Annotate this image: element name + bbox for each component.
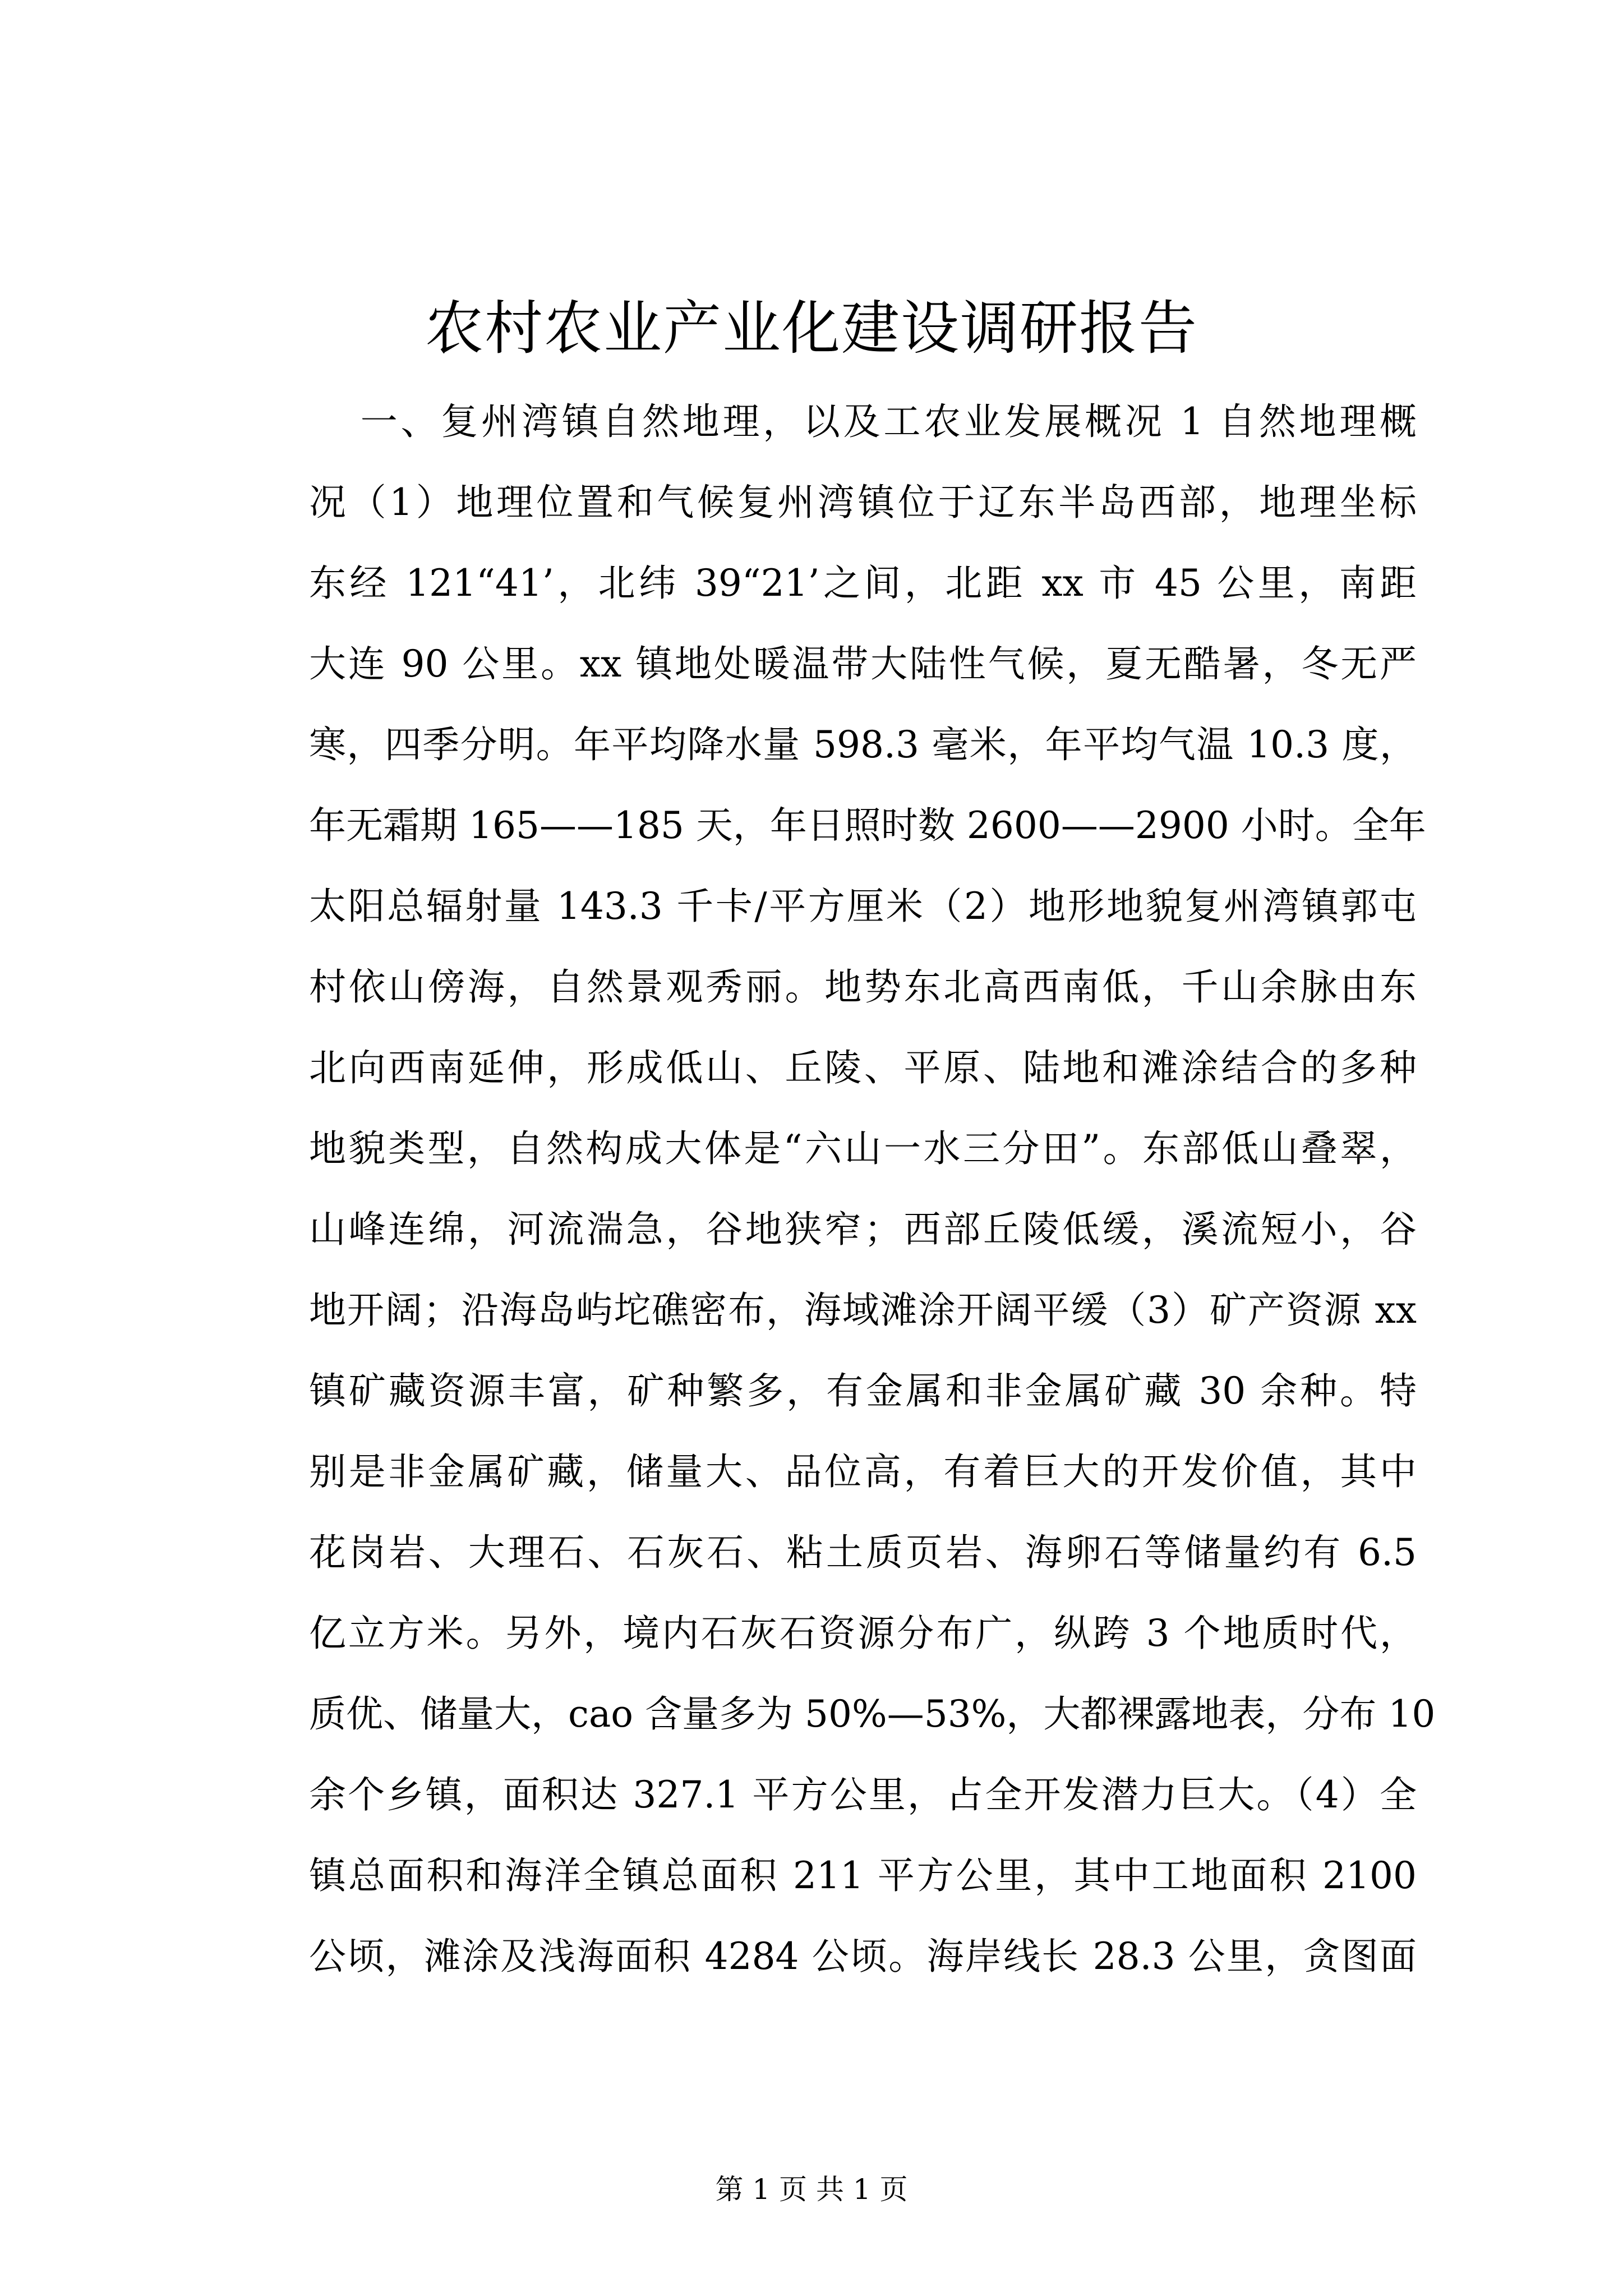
document-title: 农村农业产业化建设调研报告 [425,294,1198,362]
body-line: 况（1）地理位置和气候复州湾镇位于辽东半岛西部，地理坐标 [309,481,1417,524]
page-number-footer: 第 1 页 共 1 页 [715,2173,908,2206]
body-line: 地开阔；沿海岛屿坨礁密布，海域滩涂开阔平缓（3）矿产资源 xx [309,1289,1417,1332]
body-line: 亿立方米。另外，境内石灰石资源分布广，纵跨 3 个地质时代， [309,1612,1417,1655]
body-line: 太阳总辐射量 143.3 千卡/平方厘米（2）地形地貌复州湾镇郭屯 [309,885,1417,928]
document-body [309,381,1436,1997]
body-line: 一、复州湾镇自然地理，以及工农业发展概况 1 自然地理概 [320,400,1417,443]
body-line: 村依山傍海，自然景观秀丽。地势东北高西南低，千山余脉由东 [309,965,1417,1009]
body-line: 镇矿藏资源丰富，矿种繁多，有金属和非金属矿藏 30 余种。特 [309,1369,1417,1412]
body-line: 地貌类型，自然构成大体是“六山一水三分田”。东部低山叠翠， [309,1127,1417,1170]
body-line: 公顷，滩涂及浅海面积 4284 公顷。海岸线长 28.3 公里，贪图面 [309,1935,1417,1978]
body-line: 余个乡镇，面积达 327.1 平方公里，占全开发潜力巨大。（4）全 [309,1773,1417,1816]
body-line: 花岗岩、大理石、石灰石、粘土质页岩、海卵石等储量约有 6.5 [309,1531,1417,1574]
body-line: 别是非金属矿藏，储量大、品位高，有着巨大的开发价值，其中 [309,1450,1417,1493]
body-line: 大连 90 公里。xx 镇地处暖温带大陆性气候，夏无酷暑，冬无严 [309,642,1417,685]
body-line: 寒，四季分明。年平均降水量 598.3 毫米，年平均气温 10.3 度， [309,723,1417,766]
body-line: 镇总面积和海洋全镇总面积 211 平方公里，其中工地面积 2100 [309,1854,1417,1897]
body-line: 东经 121“41’，北纬 39“21’之间，北距 xx 市 45 公里，南距 [309,562,1417,605]
body-line: 质优、储量大，cao 含量多为 50%—53%，大都裸露地表，分布 10 [309,1692,1436,1736]
body-line: 年无霜期 165——185 天，年日照时数 2600——2900 小时。全年 [309,804,1426,847]
body-line: 山峰连绵，河流湍急，谷地狭窄；西部丘陵低缓，溪流短小，谷 [309,1208,1417,1251]
body-line: 北向西南延伸，形成低山、丘陵、平原、陆地和滩涂结合的多种 [309,1046,1417,1089]
